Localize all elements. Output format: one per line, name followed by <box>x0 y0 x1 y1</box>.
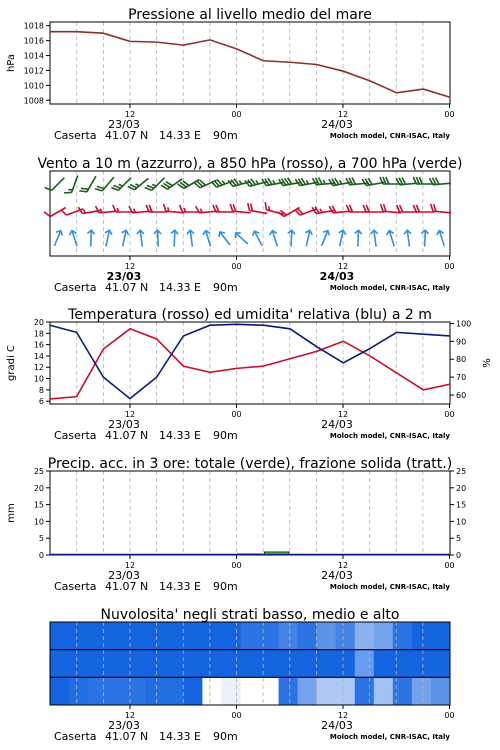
x-tick-label: 12 <box>337 110 349 119</box>
cloud-cell <box>126 650 146 678</box>
cloud-cell <box>260 677 280 705</box>
cloud-cell <box>431 622 451 650</box>
x-tick-label: 00 <box>231 410 242 419</box>
cloud-cell <box>317 622 337 650</box>
cloud-cell <box>145 677 165 705</box>
chart-title: Vento a 10 m (azzurro), a 850 hPa (rosso), a 700 hPa (verde) <box>37 156 463 172</box>
y-tick-label: 1012 <box>23 66 44 76</box>
longitude: 14.33 E <box>159 129 201 142</box>
altitude: 90m <box>213 730 238 743</box>
y-tick-label: 10 <box>33 517 44 527</box>
cloud-cell <box>374 650 394 678</box>
y-axis-label: gradi C <box>6 345 17 381</box>
y-tick-label: 20 <box>33 318 44 327</box>
cloud-cell <box>240 677 260 705</box>
y-axis-label: hPa <box>6 53 17 73</box>
y-right-tick-label: 15 <box>456 500 467 510</box>
x-tick-label: 12 <box>124 110 136 119</box>
date-label: 24/03 <box>321 569 353 582</box>
date-label: 24/03 <box>321 118 353 131</box>
y-tick-label: 25 <box>33 467 44 476</box>
altitude: 90m <box>213 429 238 442</box>
x-tick-label: 12 <box>337 561 349 570</box>
latitude: 41.07 N <box>105 580 149 593</box>
cloud-cell <box>317 677 337 705</box>
y-tick-label: 10 <box>33 374 44 384</box>
y-right-tick-label: 70 <box>456 373 467 383</box>
y-tick-label: 1014 <box>23 51 44 61</box>
location-name: Caserta <box>54 129 97 142</box>
date-label: 24/03 <box>319 270 355 283</box>
altitude: 90m <box>213 281 238 294</box>
cloud-cell <box>164 677 184 705</box>
cloud-cell <box>50 622 70 650</box>
x-tick-label: 12 <box>124 410 136 419</box>
cloud-cell <box>298 677 318 705</box>
cloud-cell <box>298 650 318 678</box>
y-tick-label: 14 <box>33 351 44 361</box>
cloud-cell <box>50 650 70 678</box>
date-label: 24/03 <box>321 418 353 431</box>
credit: Moloch model, CNR-ISAC, Italy <box>329 432 450 440</box>
cloud-cell <box>412 622 432 650</box>
cloud-cell <box>183 677 203 705</box>
x-tick-label: 00 <box>444 561 455 570</box>
cloud-cell <box>221 650 241 678</box>
cloud-cell <box>202 622 222 650</box>
cloud-cell <box>202 677 222 705</box>
cloud-cell <box>412 650 432 678</box>
y-right-tick-label: 0 <box>456 551 462 560</box>
cloud-cell <box>145 622 165 650</box>
date-label: 23/03 <box>108 118 140 131</box>
y-tick-label: 15 <box>33 500 44 510</box>
cloud-cell <box>164 650 184 678</box>
longitude: 14.33 E <box>159 730 201 743</box>
x-tick-label: 12 <box>337 262 349 271</box>
cloud-cell <box>183 650 203 678</box>
x-tick-label: 00 <box>444 110 455 119</box>
x-tick-label: 00 <box>231 561 242 570</box>
cloud-cell <box>240 622 260 650</box>
cloud-cells <box>50 622 451 705</box>
x-tick-label: 12 <box>124 262 136 271</box>
altitude: 90m <box>213 580 238 593</box>
y-tick-label: 5 <box>38 534 44 544</box>
cloud-cell <box>183 622 203 650</box>
date-label: 23/03 <box>108 418 140 431</box>
location-name: Caserta <box>54 429 97 442</box>
y-axis-label: mm <box>6 503 17 523</box>
y-right-tick-label: 25 <box>456 467 467 476</box>
cloud-cell <box>260 622 280 650</box>
cloud-cell <box>164 622 184 650</box>
location-name: Caserta <box>54 730 97 743</box>
y-tick-label: 1016 <box>23 36 44 46</box>
y-right-tick-label: 80 <box>456 355 467 365</box>
x-tick-label: 12 <box>124 711 136 720</box>
y-tick-label: 1018 <box>23 21 44 31</box>
cloud-cell <box>126 622 146 650</box>
y-tick-label: 18 <box>33 329 44 339</box>
cloud-cell <box>202 650 222 678</box>
cloud-cell <box>279 622 299 650</box>
longitude: 14.33 E <box>159 429 201 442</box>
longitude: 14.33 E <box>159 580 201 593</box>
cloud-cell <box>260 650 280 678</box>
chart-title: Pressione al livello medio del mare <box>128 7 372 23</box>
cloud-cell <box>336 677 356 705</box>
cloud-cell <box>107 677 127 705</box>
y-tick-label: 0 <box>38 551 44 560</box>
y-tick-label: 20 <box>33 483 44 493</box>
cloud-cell <box>107 622 127 650</box>
cloud-cell <box>374 622 394 650</box>
cloud-cell <box>145 650 165 678</box>
cloud-cell <box>355 622 375 650</box>
cloud-cell <box>279 677 299 705</box>
date-label: 23/03 <box>108 719 140 732</box>
cloud-cell <box>279 650 299 678</box>
credit: Moloch model, CNR-ISAC, Italy <box>329 132 450 140</box>
credit: Moloch model, CNR-ISAC, Italy <box>329 733 450 741</box>
cloud-cell <box>393 622 413 650</box>
x-tick-label: 00 <box>231 711 242 720</box>
cloud-cell <box>336 650 356 678</box>
x-tick-label: 12 <box>337 410 349 419</box>
cloud-cell <box>69 622 89 650</box>
cloud-cell <box>88 677 108 705</box>
cloud-cell <box>88 650 108 678</box>
cloud-cell <box>374 677 394 705</box>
credit: Moloch model, CNR-ISAC, Italy <box>329 583 450 591</box>
x-tick-label: 12 <box>337 711 349 720</box>
altitude: 90m <box>213 129 238 142</box>
cloud-cell <box>393 650 413 678</box>
y-tick-label: 8 <box>38 385 44 395</box>
y-tick-label: 1008 <box>23 96 44 106</box>
date-label: 23/03 <box>108 569 140 582</box>
latitude: 41.07 N <box>105 429 149 442</box>
x-tick-label: 00 <box>444 711 455 720</box>
y-right-tick-label: 5 <box>456 534 462 544</box>
y-right-tick-label: 100 <box>456 319 472 329</box>
y-tick-label: 16 <box>33 340 44 350</box>
cloud-cell <box>50 677 70 705</box>
cloud-cell <box>317 650 337 678</box>
y-right-tick-label: 90 <box>456 337 467 347</box>
latitude: 41.07 N <box>105 730 149 743</box>
y-tick-label: 6 <box>38 397 44 407</box>
cloud-cell <box>355 650 375 678</box>
cloud-cell <box>393 677 413 705</box>
x-tick-label: 00 <box>231 262 242 271</box>
cloud-cell <box>69 650 89 678</box>
chart-title: Temperatura (rosso) ed umidita' relativa (blu) a 2 m <box>68 307 432 323</box>
cloud-cell <box>69 677 89 705</box>
cloud-cell <box>298 622 318 650</box>
cloud-cell <box>431 677 451 705</box>
cloud-cell <box>355 677 375 705</box>
cloud-cell <box>431 650 451 678</box>
credit: Moloch model, CNR-ISAC, Italy <box>329 284 450 292</box>
x-tick-label: 00 <box>231 110 242 119</box>
cloud-cell <box>240 650 260 678</box>
y-right-tick-label: 60 <box>456 391 467 401</box>
y-tick-label: 12 <box>33 363 44 373</box>
latitude: 41.07 N <box>105 129 149 142</box>
cloud-cell <box>126 677 146 705</box>
cloud-cell <box>412 677 432 705</box>
cloud-cell <box>88 622 108 650</box>
y-tick-label: 1010 <box>23 81 44 91</box>
location-name: Caserta <box>54 281 97 294</box>
cloud-cell <box>221 622 241 650</box>
y-right-tick-label: 20 <box>456 483 467 493</box>
date-label: 24/03 <box>321 719 353 732</box>
chart-title: Nuvolosita' negli strati basso, medio e alto <box>100 607 400 623</box>
y-right-axis-label: % <box>482 358 493 368</box>
chart-title: Precip. acc. in 3 ore: totale (verde), frazione solida (tratt.) <box>47 456 453 472</box>
longitude: 14.33 E <box>159 281 201 294</box>
y-right-tick-label: 10 <box>456 517 467 527</box>
cloud-cell <box>221 677 241 705</box>
x-tick-label: 00 <box>444 410 455 419</box>
date-label: 23/03 <box>106 270 142 283</box>
cloud-cell <box>107 650 127 678</box>
location-name: Caserta <box>54 580 97 593</box>
x-tick-label: 00 <box>444 262 455 271</box>
x-tick-label: 12 <box>124 561 136 570</box>
latitude: 41.07 N <box>105 281 149 294</box>
cloud-cell <box>336 622 356 650</box>
